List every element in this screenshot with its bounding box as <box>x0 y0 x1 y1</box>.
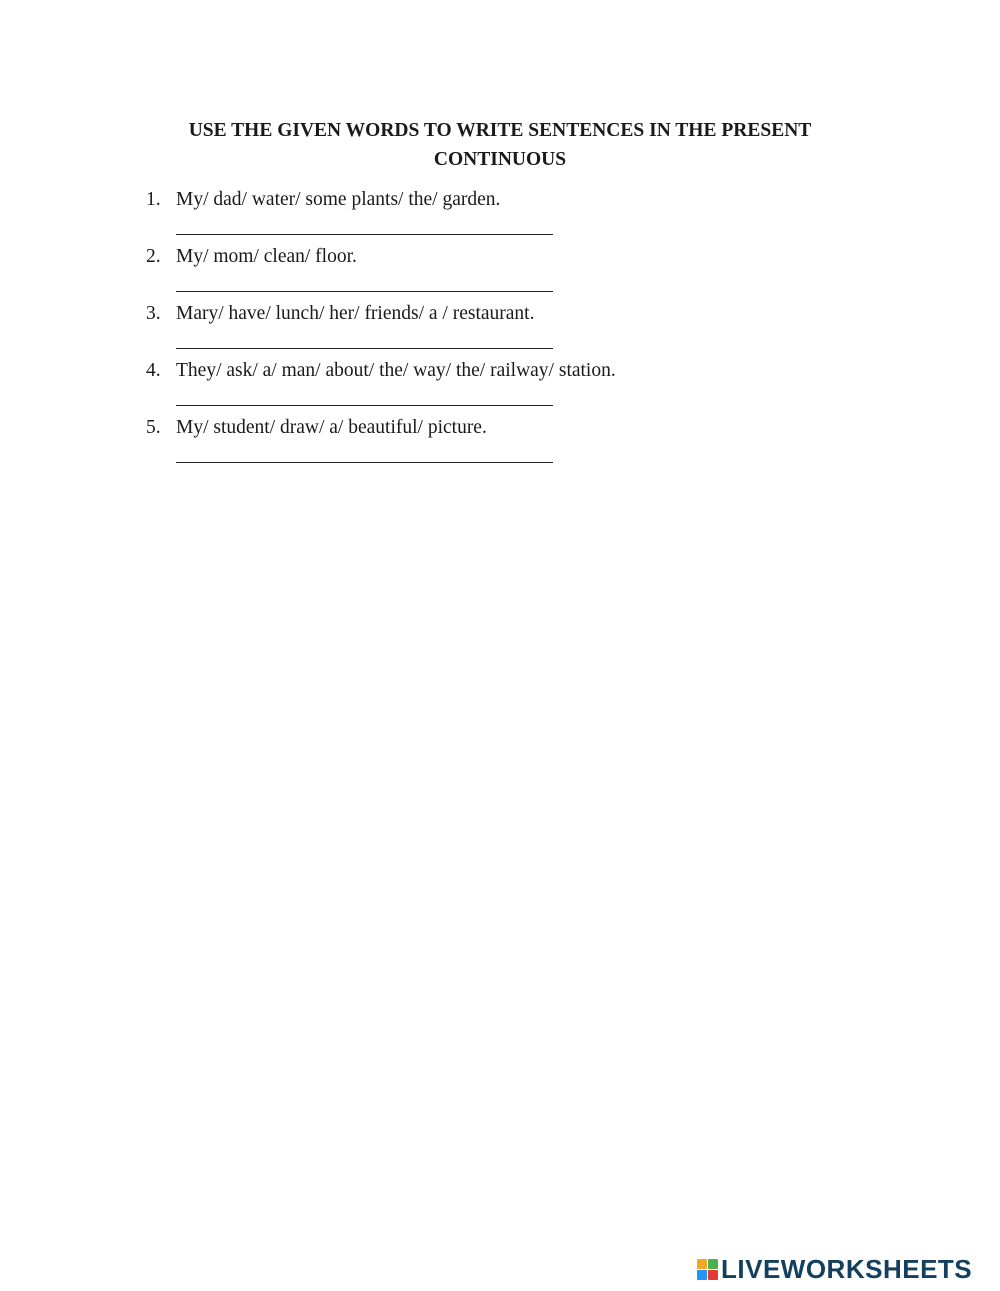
item-number: 4. <box>146 360 161 381</box>
exercise-item <box>0 357 1000 414</box>
liveworksheets-logo <box>697 1254 972 1284</box>
item-prompt: They/ ask/ a/ man/ about/ the/ way/ the/ railway/ station. <box>176 360 616 381</box>
exercise-item <box>0 186 1000 243</box>
title-line-2: CONTINUOUS <box>433 149 567 170</box>
answer-line[interactable] <box>176 462 553 463</box>
item-number: 3. <box>146 303 161 324</box>
logo-square-1 <box>697 1259 707 1269</box>
logo-square-2 <box>708 1259 718 1269</box>
exercise-item <box>0 414 1000 471</box>
logo-square-4 <box>708 1270 718 1280</box>
answer-line[interactable] <box>176 234 553 235</box>
item-number: 2. <box>146 246 161 267</box>
title-line-1: USE THE GIVEN WORDS TO WRITE SENTENCES IN THE PRESENT <box>188 120 812 141</box>
item-prompt: My/ student/ draw/ a/ beautiful/ picture. <box>176 417 487 438</box>
item-number: 5. <box>146 417 161 438</box>
item-prompt: My/ mom/ clean/ floor. <box>176 246 357 267</box>
logo-mark-icon <box>697 1259 718 1280</box>
answer-line[interactable] <box>176 405 553 406</box>
item-prompt: Mary/ have/ lunch/ her/ friends/ a / restaurant. <box>176 303 535 324</box>
item-number: 1. <box>146 189 161 210</box>
item-prompt: My/ dad/ water/ some plants/ the/ garden. <box>176 189 501 210</box>
logo-square-3 <box>697 1270 707 1280</box>
answer-line[interactable] <box>176 348 553 349</box>
exercise-list <box>0 186 1000 471</box>
answer-line[interactable] <box>176 291 553 292</box>
logo-text: LIVEWORKSHEETS <box>721 1254 973 1284</box>
exercise-item <box>0 300 1000 357</box>
exercise-item <box>0 243 1000 300</box>
worksheet-title <box>0 116 1000 174</box>
